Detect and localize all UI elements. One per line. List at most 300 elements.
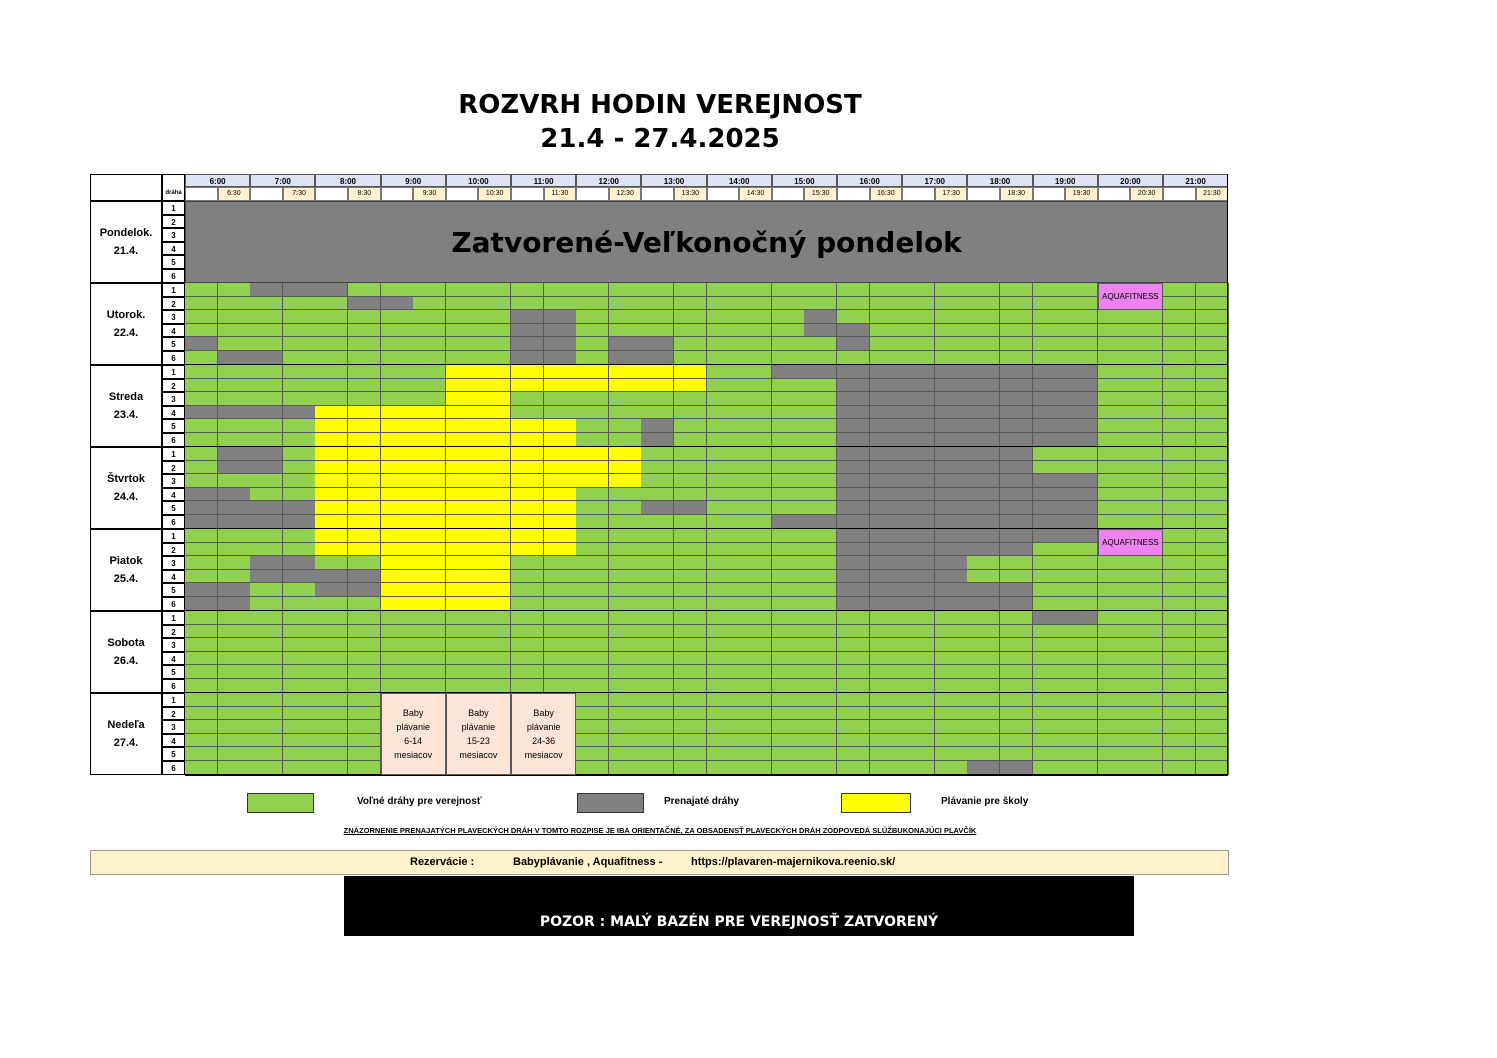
lane-slot <box>576 570 609 584</box>
lane-slot <box>772 734 805 748</box>
lane-number: 2 <box>162 625 185 639</box>
lane-slot <box>772 310 805 324</box>
lane-slot <box>1130 625 1163 639</box>
lane-slot <box>511 297 544 311</box>
lane-slot <box>870 297 903 311</box>
lane-slot <box>674 392 707 406</box>
lane-slot <box>1098 474 1131 488</box>
lane-slot <box>674 638 707 652</box>
lane-slot <box>837 583 870 597</box>
lane-slot <box>935 597 968 611</box>
lane-slot <box>935 679 968 693</box>
lane-slot <box>967 365 1000 379</box>
lane-slot <box>1196 419 1229 433</box>
lane-slot <box>1130 515 1163 529</box>
lane-slot <box>641 611 674 625</box>
lane-slot <box>1196 310 1229 324</box>
lane-slot <box>478 652 511 666</box>
lane-slot <box>511 379 544 393</box>
half-hour-header: 20:30 <box>1130 187 1163 201</box>
lane-slot <box>544 665 577 679</box>
lane-slot <box>185 392 218 406</box>
lane-slot <box>576 419 609 433</box>
lane-slot <box>902 583 935 597</box>
lane-slot <box>1130 488 1163 502</box>
lane-slot <box>218 665 251 679</box>
lane-slot <box>1130 351 1163 365</box>
lane-slot <box>707 597 740 611</box>
lane-slot <box>739 734 772 748</box>
half-hour-header: 12:30 <box>609 187 642 201</box>
lane-slot <box>837 488 870 502</box>
lane-slot <box>1163 693 1196 707</box>
hour-blank-cell <box>837 187 870 201</box>
lane-slot <box>315 337 348 351</box>
lane-slot <box>707 283 740 297</box>
lane-slot <box>544 501 577 515</box>
lane-slot <box>1196 734 1229 748</box>
lane-slot <box>1130 474 1163 488</box>
lane-slot <box>967 734 1000 748</box>
lane-slot <box>804 556 837 570</box>
lane-slot <box>1065 652 1098 666</box>
lane-slot <box>348 720 381 734</box>
lane-slot <box>1065 625 1098 639</box>
half-hour-header: 9:30 <box>413 187 446 201</box>
hour-header: 8:00 <box>315 174 380 187</box>
lane-slot <box>1000 515 1033 529</box>
day-name: Pondelok. <box>99 227 153 239</box>
lane-slot <box>348 433 381 447</box>
lane-slot <box>315 556 348 570</box>
lane-slot <box>902 310 935 324</box>
lane-number: 5 <box>162 747 185 761</box>
lane-slot <box>772 747 805 761</box>
lane-slot <box>707 365 740 379</box>
lane-slot <box>348 625 381 639</box>
lane-slot <box>609 433 642 447</box>
lane-slot <box>413 638 446 652</box>
lane-slot <box>1065 679 1098 693</box>
lane-slot <box>674 501 707 515</box>
lane-slot <box>1000 529 1033 543</box>
lane-slot <box>772 474 805 488</box>
lane-slot <box>641 665 674 679</box>
lane-slot <box>902 529 935 543</box>
lane-slot <box>707 707 740 721</box>
lane-slot <box>315 515 348 529</box>
lane-slot <box>283 515 316 529</box>
lane-slot <box>544 638 577 652</box>
lane-slot <box>1065 337 1098 351</box>
lane-slot <box>478 515 511 529</box>
lane-slot <box>185 433 218 447</box>
half-hour-header: 16:30 <box>870 187 903 201</box>
lane-slot <box>1098 747 1131 761</box>
lane-slot <box>381 597 414 611</box>
lane-slot <box>381 419 414 433</box>
lane-slot <box>283 707 316 721</box>
lane-slot <box>511 665 544 679</box>
lane-slot <box>804 379 837 393</box>
lane-slot <box>381 447 414 461</box>
lane-slot <box>315 351 348 365</box>
lane-number: 3 <box>162 392 185 406</box>
lane-slot <box>250 543 283 557</box>
lane-slot <box>739 501 772 515</box>
lane-slot <box>250 297 283 311</box>
lane-slot <box>641 597 674 611</box>
lane-slot <box>544 419 577 433</box>
lane-slot <box>218 679 251 693</box>
lane-number: 6 <box>162 433 185 447</box>
lane-slot <box>511 283 544 297</box>
lane-slot <box>935 283 968 297</box>
lane-slot <box>1130 310 1163 324</box>
lane-slot <box>870 693 903 707</box>
baby-swimming-block <box>446 693 511 775</box>
lane-slot <box>967 351 1000 365</box>
lane-slot <box>1196 665 1229 679</box>
lane-slot <box>772 433 805 447</box>
lane-slot <box>250 324 283 338</box>
lane-slot <box>641 488 674 502</box>
lane-slot <box>1163 570 1196 584</box>
lane-slot <box>967 720 1000 734</box>
lane-slot <box>218 611 251 625</box>
lane-slot <box>967 324 1000 338</box>
lane-slot <box>609 529 642 543</box>
lane-slot <box>478 406 511 420</box>
lane-slot <box>935 488 968 502</box>
lane-slot <box>609 351 642 365</box>
hour-blank-cell <box>641 187 674 201</box>
lane-slot <box>1000 474 1033 488</box>
lane-slot <box>348 310 381 324</box>
lane-slot <box>935 406 968 420</box>
lane-slot <box>1130 583 1163 597</box>
lane-slot <box>772 556 805 570</box>
lane-slot <box>1000 419 1033 433</box>
lane-slot <box>1065 501 1098 515</box>
lane-slot <box>1163 652 1196 666</box>
lane-slot <box>772 297 805 311</box>
lane-slot <box>1130 337 1163 351</box>
lane-slot <box>870 720 903 734</box>
lane-slot <box>1033 747 1066 761</box>
lane-slot <box>837 747 870 761</box>
lane-slot <box>641 433 674 447</box>
lane-slot <box>641 461 674 475</box>
lane-slot <box>935 543 968 557</box>
lane-slot <box>739 543 772 557</box>
lane-slot <box>1065 392 1098 406</box>
lane-slot <box>609 611 642 625</box>
lane-slot <box>1130 761 1163 775</box>
lane-slot <box>413 365 446 379</box>
lane-slot <box>250 583 283 597</box>
lane-slot <box>446 679 479 693</box>
lane-slot <box>804 406 837 420</box>
lane-slot <box>935 419 968 433</box>
lane-slot <box>902 447 935 461</box>
lane-slot <box>1033 501 1066 515</box>
lane-slot <box>674 734 707 748</box>
reservation-link[interactable]: https://plavaren-majernikova.reenio.sk/ <box>691 856 896 868</box>
lane-slot <box>902 597 935 611</box>
lane-slot <box>218 720 251 734</box>
lane-slot <box>870 529 903 543</box>
lane-slot <box>609 337 642 351</box>
lane-number: 5 <box>162 583 185 597</box>
lane-slot <box>576 501 609 515</box>
lane-slot <box>967 570 1000 584</box>
lane-slot <box>837 474 870 488</box>
lane-slot <box>707 747 740 761</box>
lane-slot <box>250 474 283 488</box>
lane-slot <box>837 419 870 433</box>
lane-slot <box>837 543 870 557</box>
lane-slot <box>1163 611 1196 625</box>
lane-slot <box>250 638 283 652</box>
lane-slot <box>674 379 707 393</box>
lane-slot <box>511 433 544 447</box>
baby-block-line: Baby <box>402 708 424 718</box>
lane-slot <box>870 379 903 393</box>
lane-slot <box>446 297 479 311</box>
lane-slot <box>478 351 511 365</box>
lane-slot <box>1196 761 1229 775</box>
lane-slot <box>1196 379 1229 393</box>
lane-slot <box>902 720 935 734</box>
lane-slot <box>772 406 805 420</box>
lane-slot <box>674 461 707 475</box>
lane-slot <box>674 297 707 311</box>
lane-slot <box>609 638 642 652</box>
lane-slot <box>1033 324 1066 338</box>
lane-slot <box>902 297 935 311</box>
lane-slot <box>1033 474 1066 488</box>
lane-slot <box>283 747 316 761</box>
lane-number: 1 <box>162 283 185 297</box>
lane-slot <box>283 652 316 666</box>
lane-slot <box>804 283 837 297</box>
lane-slot <box>1000 611 1033 625</box>
lane-slot <box>837 707 870 721</box>
lane-slot <box>837 665 870 679</box>
lane-slot <box>381 529 414 543</box>
lane-slot <box>641 625 674 639</box>
baby-block-line: plávanie <box>526 722 561 732</box>
lane-slot <box>804 515 837 529</box>
lane-slot <box>185 351 218 365</box>
lane-slot <box>1000 365 1033 379</box>
lane-slot <box>250 679 283 693</box>
lane-slot <box>348 747 381 761</box>
lane-slot <box>511 652 544 666</box>
lane-slot <box>218 310 251 324</box>
lane-slot <box>348 611 381 625</box>
lane-slot <box>381 665 414 679</box>
lane-slot <box>544 433 577 447</box>
lane-slot <box>804 734 837 748</box>
lane-slot <box>413 461 446 475</box>
baby-block-line: Baby <box>533 708 554 718</box>
lane-slot <box>250 447 283 461</box>
lane-slot <box>446 570 479 584</box>
lane-slot <box>478 625 511 639</box>
lane-number: 3 <box>162 638 185 652</box>
lane-slot <box>348 529 381 543</box>
lane-slot <box>1033 693 1066 707</box>
lane-slot <box>967 652 1000 666</box>
lane-slot <box>739 597 772 611</box>
lane-slot <box>1000 297 1033 311</box>
half-hour-header: 17:30 <box>935 187 968 201</box>
lane-slot <box>283 543 316 557</box>
lane-slot <box>902 543 935 557</box>
lane-slot <box>185 707 218 721</box>
lane-slot <box>1098 611 1131 625</box>
lane-slot <box>772 665 805 679</box>
lane-slot <box>1000 433 1033 447</box>
lane-slot <box>837 337 870 351</box>
lane-slot <box>446 597 479 611</box>
lane-slot <box>283 392 316 406</box>
lane-slot <box>576 625 609 639</box>
lane-slot <box>381 351 414 365</box>
lane-slot <box>185 515 218 529</box>
reservation-text: Babyplávanie , Aquafitness - <box>513 856 663 868</box>
lane-slot <box>967 625 1000 639</box>
lane-slot <box>902 611 935 625</box>
lane-slot <box>674 665 707 679</box>
lane-slot <box>1163 638 1196 652</box>
lane-slot <box>870 543 903 557</box>
lane-slot <box>576 761 609 775</box>
lane-slot <box>544 379 577 393</box>
lane-slot <box>576 515 609 529</box>
lane-slot <box>218 638 251 652</box>
lane-slot <box>739 406 772 420</box>
lane-slot <box>1098 365 1131 379</box>
lane-slot <box>707 337 740 351</box>
lane-slot <box>185 488 218 502</box>
lane-slot <box>1000 337 1033 351</box>
lane-slot <box>576 379 609 393</box>
lane-slot <box>837 310 870 324</box>
lane-slot <box>413 419 446 433</box>
lane-slot <box>935 570 968 584</box>
lane-slot <box>250 761 283 775</box>
lane-slot <box>1065 379 1098 393</box>
lane-slot <box>544 679 577 693</box>
lane-slot <box>609 379 642 393</box>
lane-number: 1 <box>162 611 185 625</box>
legend-school-swatch <box>841 793 911 813</box>
lane-slot <box>1163 324 1196 338</box>
lane-slot <box>1196 488 1229 502</box>
lane-slot <box>902 679 935 693</box>
lane-slot <box>1130 638 1163 652</box>
lane-slot <box>1000 392 1033 406</box>
hour-header: 17:00 <box>902 174 967 187</box>
lane-slot <box>609 392 642 406</box>
lane-slot <box>381 283 414 297</box>
lane-slot <box>707 665 740 679</box>
lane-slot <box>935 556 968 570</box>
lane-slot <box>283 337 316 351</box>
lane-slot <box>804 474 837 488</box>
baby-block-line: mesiacov <box>459 750 498 760</box>
lane-number: 5 <box>162 419 185 433</box>
lane-slot <box>413 652 446 666</box>
lane-slot <box>641 652 674 666</box>
lane-slot <box>218 324 251 338</box>
lane-slot <box>576 365 609 379</box>
lane-slot <box>1163 625 1196 639</box>
lane-slot <box>1065 665 1098 679</box>
lane-slot <box>804 392 837 406</box>
lane-slot <box>218 379 251 393</box>
lane-slot <box>185 720 218 734</box>
lane-slot <box>218 707 251 721</box>
lane-slot <box>1033 365 1066 379</box>
lane-number: 5 <box>162 665 185 679</box>
lane-slot <box>902 570 935 584</box>
lane-slot <box>609 543 642 557</box>
day-date: 27.4. <box>113 737 139 749</box>
lane-slot <box>185 747 218 761</box>
lane-slot <box>218 488 251 502</box>
lane-slot <box>1000 461 1033 475</box>
legend-free-label: Voľné dráhy pre verejnosť <box>357 796 482 807</box>
lane-slot <box>283 310 316 324</box>
lane-slot <box>283 365 316 379</box>
lane-slot <box>707 406 740 420</box>
day-label <box>90 283 162 365</box>
lane-slot <box>478 474 511 488</box>
lane-slot <box>739 474 772 488</box>
lane-slot <box>935 625 968 639</box>
lane-slot <box>348 419 381 433</box>
lane-number: 2 <box>162 707 185 721</box>
lane-slot <box>1033 433 1066 447</box>
lane-slot <box>935 392 968 406</box>
lane-slot <box>739 611 772 625</box>
lane-slot <box>544 556 577 570</box>
lane-slot <box>804 365 837 379</box>
lane-slot <box>511 501 544 515</box>
day-date: 21.4. <box>113 245 139 257</box>
lane-slot <box>218 515 251 529</box>
lane-slot <box>348 597 381 611</box>
lane-slot <box>511 474 544 488</box>
lane-slot <box>315 365 348 379</box>
lane-slot <box>935 747 968 761</box>
lane-slot <box>1196 447 1229 461</box>
lane-slot <box>1033 515 1066 529</box>
lane-slot <box>1196 324 1229 338</box>
lane-slot <box>1000 283 1033 297</box>
lane-slot <box>739 447 772 461</box>
lane-slot <box>967 283 1000 297</box>
lane-slot <box>870 652 903 666</box>
lane-slot <box>1000 679 1033 693</box>
lane-slot <box>772 570 805 584</box>
lane-slot <box>641 501 674 515</box>
lane-slot <box>739 297 772 311</box>
